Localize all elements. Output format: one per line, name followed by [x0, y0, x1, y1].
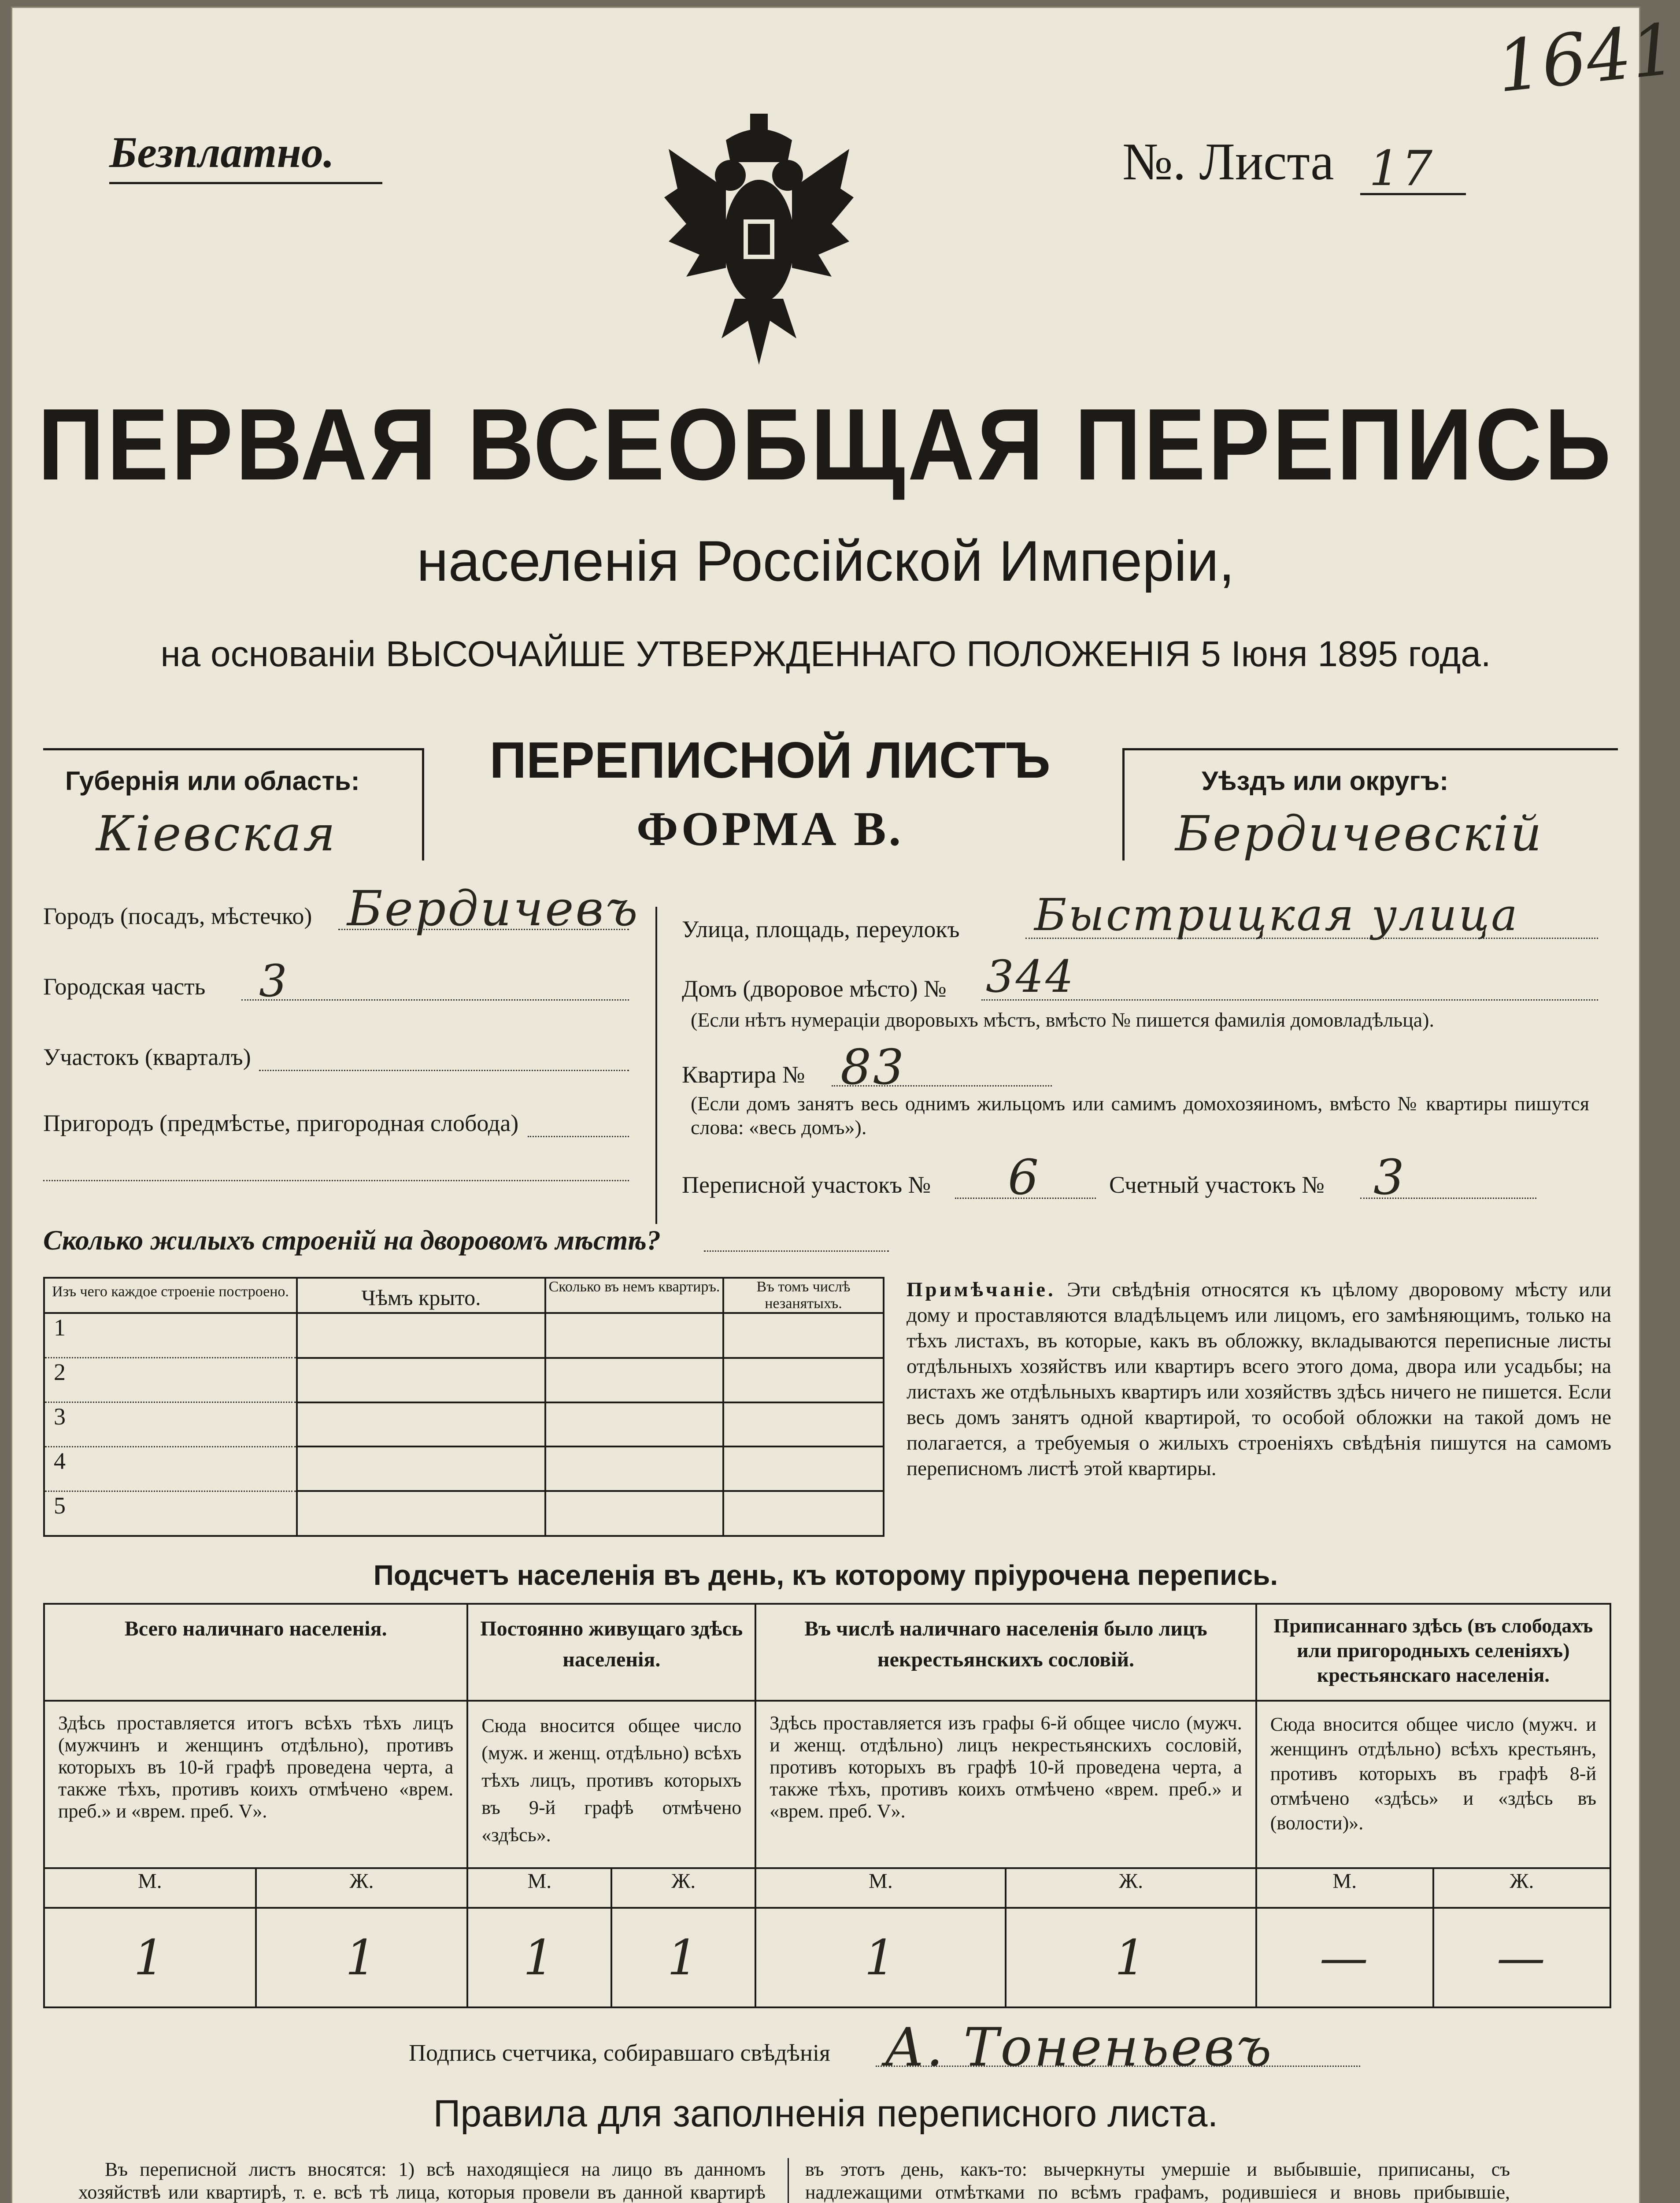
signature-label: Подпись счетчика, собиравшаго свѣдѣнія: [409, 2040, 830, 2066]
buildings-header-vacant: Въ томъ числѣ незанятыхъ.: [723, 1278, 884, 1313]
buildings-header-material: Изъ чего каждое строеніе построено.: [44, 1278, 297, 1313]
buildings-cell[interactable]: [545, 1491, 723, 1536]
sheet-number-value: 17: [1369, 140, 1434, 197]
count-m-label: М.: [1256, 1868, 1433, 1908]
rules-paragraph: въ этотъ день, какъ-то: вычеркнуты умершіе и выбывшіе, приписаны, съ надлежащими отмѣтками по всѣмъ графамъ, родившіеся и вновь прибывшіе,: [805, 2158, 1510, 2203]
free-label: Безплатно.: [109, 128, 334, 177]
buildings-cell[interactable]: [297, 1402, 545, 1447]
count-nonpeasant-f[interactable]: 1: [1006, 1908, 1256, 2007]
legal-basis: на основаніи ВЫСОЧАЙШЕ УТВЕРЖДЕННАГО ПОЛОЖЕНІЯ 5 Іюня 1895 года.: [160, 634, 1491, 674]
buildings-row-4[interactable]: 4: [44, 1446, 297, 1491]
house-label: Домъ (дворовое мѣсто) №: [682, 975, 947, 1002]
buildings-row-1[interactable]: 1: [44, 1313, 297, 1358]
buildings-cell[interactable]: [723, 1358, 884, 1402]
apartment-label: Квартира №: [682, 1061, 805, 1088]
sheet-number-underline: [1360, 193, 1466, 195]
buildings-cell[interactable]: [545, 1446, 723, 1491]
quarter-label: Участокъ (кварталъ): [43, 1044, 251, 1070]
double-headed-eagle-icon: [660, 109, 858, 382]
province-label: Губернія или область:: [65, 766, 360, 796]
suburb-line: [528, 1136, 629, 1137]
buildings-cell[interactable]: [297, 1358, 545, 1402]
street-label: Улица, площадь, переулокъ: [682, 916, 960, 942]
buildings-cell[interactable]: [545, 1358, 723, 1402]
city-label: Городъ (посадъ, мѣстечко): [43, 903, 312, 929]
counting-district-label: Счетный участокъ №: [1109, 1172, 1325, 1198]
count-f-label: Ж.: [611, 1868, 755, 1908]
count-nonpeasant-m[interactable]: 1: [755, 1908, 1006, 2007]
count-total-f[interactable]: 1: [256, 1908, 468, 2007]
city-part-value[interactable]: 3: [259, 955, 289, 1007]
buildings-header-apartments: Сколько въ немъ квартиръ.: [545, 1278, 723, 1313]
apartment-value[interactable]: 83: [840, 1039, 906, 1095]
rules-left-column: [78, 2158, 766, 2203]
count-m-label: М.: [755, 1868, 1006, 1908]
house-note: (Если нѣтъ нумераціи дворовыхъ мѣстъ, вмѣсто № пишется фамилія домовладѣльца).: [691, 1009, 1434, 1031]
count-f-label: Ж.: [256, 1868, 468, 1908]
rules-divider: [788, 2158, 789, 2203]
buildings-cell[interactable]: [723, 1491, 884, 1536]
city-value[interactable]: Бердичевъ: [347, 880, 640, 937]
buildings-cell[interactable]: [297, 1446, 545, 1491]
rules-right-column: [805, 2158, 1510, 2203]
count-f-label: Ж.: [1006, 1868, 1256, 1908]
suburb-line-2: [43, 1180, 629, 1181]
street-line: [1025, 938, 1598, 939]
buildings-cell[interactable]: [297, 1313, 545, 1358]
count-total-m[interactable]: 1: [44, 1908, 256, 2007]
count-title: Подсчетъ населенія въ день, къ которому пріурочена перепись.: [373, 1559, 1278, 1591]
page-subtitle: населенія Россійской Имперіи,: [416, 529, 1235, 593]
district-label: Уѣздъ или округъ:: [1202, 766, 1449, 796]
count-permanent-f[interactable]: 1: [611, 1908, 755, 2007]
apartment-line: [832, 1085, 1052, 1087]
suburb-label: Пригородъ (предмѣстье, пригородная слобода): [43, 1110, 519, 1136]
apartment-note: (Если домъ занятъ весь однимъ жильцомъ или самимъ домохозяиномъ, вмѣсто № квартиры пишутся слова: «весь домъ»).: [691, 1092, 1589, 1139]
counting-district-value[interactable]: 3: [1373, 1149, 1406, 1205]
form-title: ПЕРЕПИСНОЙ ЛИСТЪ: [489, 731, 1051, 789]
street-value[interactable]: Быстрицкая улица: [1034, 889, 1519, 941]
count-desc-total: Здѣсь проставляется итогъ всѣхъ тѣхъ лицъ (мужчинъ и женщинъ отдѣльно), противъ которыхъ въ 10-й графѣ проведена черта, а также тѣхъ, противъ коихъ отмѣчено «врем. преб.» и «врем. преб. V».: [44, 1701, 467, 1868]
buildings-cell[interactable]: [545, 1313, 723, 1358]
count-peasant-m[interactable]: —: [1256, 1908, 1433, 2007]
sheet-number-label: №. Листа: [1122, 132, 1334, 191]
buildings-row-5[interactable]: 5: [44, 1491, 297, 1536]
form-letter: ФОРМА В.: [636, 802, 904, 856]
buildings-cell[interactable]: [723, 1402, 884, 1447]
census-district-value[interactable]: 6: [1008, 1149, 1040, 1205]
free-underline: [109, 182, 382, 184]
count-head-peasant: Приписаннаго здѣсь (въ слободахъ или пригородныхъ селеніяхъ) крестьянскаго населенія.: [1256, 1604, 1610, 1701]
buildings-table: [43, 1277, 884, 1537]
buildings-answer-line: [704, 1250, 889, 1252]
city-part-line: [241, 999, 629, 1001]
buildings-cell[interactable]: [545, 1402, 723, 1447]
city-line: [338, 929, 629, 930]
district-value[interactable]: Бердичевскій: [1175, 805, 1543, 862]
census-sheet: [12, 7, 1680, 2203]
house-line: [981, 999, 1598, 1001]
rules-paragraph: Въ переписной листъ вносятся: 1) всѣ находящіеся на лицо въ данномъ хозяйствѣ или квартирѣ, т. е. всѣ тѣ лица, которыя провели въ данной квартирѣ: [78, 2158, 766, 2203]
count-f-label: Ж.: [1433, 1868, 1610, 1908]
quarter-line: [259, 1070, 629, 1071]
rules-title: Правила для заполненія переписного листа.: [433, 2092, 1218, 2135]
note-text: Эти свѣдѣнія относятся къ цѣлому дворовому мѣсту или дому и проставляются владѣльцемъ или лицомъ, его замѣняющимъ, только на тѣхъ листахъ, въ которые, какъ въ обложку, вкладываются переписные листы отдѣльныхъ хозяйствъ или квартиръ всего этого дома, двора или усадьбы; на листахъ же отдѣльныхъ квартиръ или хозяйствъ здѣсь ничего не пишется. Если весь домъ занятъ одной квартирой, то особой обложки на такой домъ не полагается, а требуемыя о жилыхъ строеніяхъ свѣдѣнія пишутся на самомъ переписномъ листѣ этой квартиры.: [907, 1278, 1612, 1480]
buildings-cell[interactable]: [297, 1491, 545, 1536]
buildings-header-roof: Чѣмъ крыто.: [297, 1278, 545, 1313]
city-part-label: Городская часть: [43, 973, 206, 1000]
count-desc-peasant: Сюда вносится общее число (мужч. и женщинъ отдѣльно) всѣхъ крестьянъ, противъ которыхъ въ графѣ 8-й отмѣчено «здѣсь» и «здѣсь въ (волости)».: [1256, 1701, 1610, 1868]
count-permanent-m[interactable]: 1: [467, 1908, 611, 2007]
page-title: ПЕРВАЯ ВСЕОБЩАЯ ПЕРЕПИСЬ: [37, 387, 1614, 501]
buildings-question: Сколько жилыхъ строеній на дворовомъ мѣстѣ?: [43, 1224, 661, 1256]
count-peasant-f[interactable]: —: [1433, 1908, 1610, 2007]
count-table: [43, 1603, 1611, 2008]
count-head-nonpeasant: Въ числѣ наличнаго населенія было лицъ некрестьянскихъ сословій.: [755, 1604, 1256, 1701]
count-m-label: М.: [467, 1868, 611, 1908]
count-head-total: Всего наличнаго населенія.: [44, 1604, 467, 1701]
address-divider: [655, 907, 657, 1224]
signature-value[interactable]: А. Тоненьевъ: [884, 2017, 1273, 2078]
buildings-note: [907, 1277, 1611, 1481]
count-desc-permanent: Сюда вносится общее число (муж. и женщ. отдѣльно) всѣхъ тѣхъ лицъ, противъ которыхъ въ 9-й графѣ отмѣчено «здѣсь».: [467, 1701, 755, 1868]
buildings-row-3[interactable]: 3: [44, 1402, 297, 1447]
archive-number: 1641: [1493, 7, 1680, 108]
count-m-label: М.: [44, 1868, 256, 1908]
house-value[interactable]: 344: [986, 951, 1075, 1002]
count-desc-nonpeasant: Здѣсь проставляется изъ графы 6-й общее число (мужч. и женщ. отдѣльно) лицъ некрестьянскихъ сословій, противъ которыхъ въ графѣ 10-й проведена черта, а также тѣхъ, противъ коихъ отмѣчено «врем. преб.» и «врем. преб. V».: [755, 1701, 1256, 1868]
buildings-cell[interactable]: [723, 1313, 884, 1358]
census-district-label: Переписной участокъ №: [682, 1172, 931, 1198]
buildings-row-2[interactable]: 2: [44, 1358, 297, 1402]
counting-district-line: [1360, 1198, 1536, 1199]
province-value[interactable]: Кіевская: [96, 805, 337, 862]
census-district-line: [955, 1198, 1096, 1199]
count-head-permanent: Постоянно живущаго здѣсь населенія.: [467, 1604, 755, 1701]
signature-line: [876, 2066, 1360, 2067]
note-label: Примѣчаніе.: [907, 1278, 1056, 1301]
buildings-cell[interactable]: [723, 1446, 884, 1491]
